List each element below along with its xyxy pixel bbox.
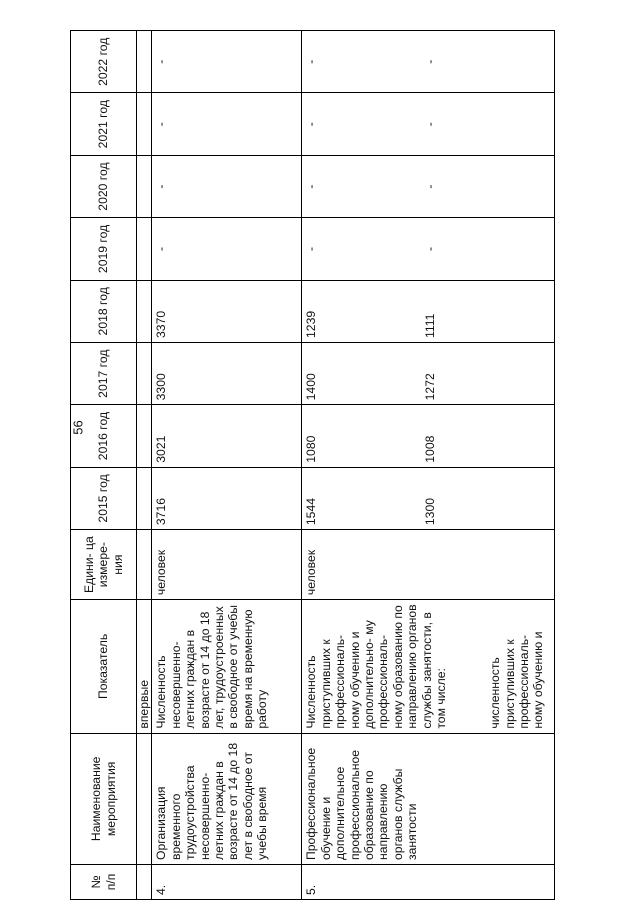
header-unit: Едини- ца измере- ния bbox=[71, 530, 137, 600]
row-5-name: Профессиональное обучение и дополнительное профессиональное образование по направлению органов службы занятости bbox=[302, 733, 555, 864]
page-number: 56 bbox=[70, 420, 86, 435]
row-5-2020: - bbox=[304, 184, 319, 189]
row-5-sub-2017: 1272 bbox=[422, 373, 437, 401]
row-5-2015-cell bbox=[302, 467, 555, 529]
header-2017: 2017 год bbox=[71, 342, 137, 404]
row-5-2019: - bbox=[304, 246, 319, 251]
row-5-2022-cell bbox=[302, 31, 555, 93]
row-5-2021-cell bbox=[302, 93, 555, 155]
row-4-2017: 3300 bbox=[152, 342, 302, 404]
row-5-2021: - bbox=[304, 122, 319, 127]
header-2019: 2019 год bbox=[71, 218, 137, 280]
header-indicator: Показатель bbox=[71, 600, 137, 734]
row-5-num: 5. bbox=[302, 864, 555, 899]
table-row-carryover bbox=[137, 31, 152, 900]
row-5-2016-cell bbox=[302, 405, 555, 467]
row-5-sub-2019: - bbox=[422, 246, 437, 251]
header-2016: 2016 год bbox=[71, 405, 137, 467]
carryover-text: впервые bbox=[137, 600, 152, 734]
row-4-2016: 3021 bbox=[152, 405, 302, 467]
row-4-indicator: Численность несовершенно- летних граждан в возрасте от 14 до 18 лет, трудоустроенных в свободное от учебы время на временную работу bbox=[152, 600, 302, 734]
header-2015: 2015 год bbox=[71, 467, 137, 529]
row-4-2020: - bbox=[152, 155, 302, 217]
row-5-sub-2016: 1008 bbox=[422, 435, 437, 463]
row-4-2015: 3716 bbox=[152, 467, 302, 529]
header-2020: 2020 год bbox=[71, 155, 137, 217]
table-header-row bbox=[71, 31, 137, 900]
header-name: Наименование мероприятия bbox=[71, 733, 137, 864]
row-4-2019: - bbox=[152, 218, 302, 280]
row-4-unit: человек bbox=[152, 530, 302, 600]
row-5-sub-2022: - bbox=[422, 59, 437, 64]
row-5-indicator: Численность приступивших к профессиональ- ному обучению и дополнительно- му профессиональ- ному образованию по направлению органов службы занятости, в том числе: bbox=[304, 604, 448, 729]
row-4-name: Организация временного трудоустройства несовершенно- летних граждан в возрасте от 14 до 18 лет в свободное от учебы время bbox=[152, 733, 302, 864]
row-5-2020-cell bbox=[302, 155, 555, 217]
rotated-page bbox=[70, 30, 555, 900]
row-5-sub-2018: 1111 bbox=[422, 313, 437, 338]
table-row-4 bbox=[152, 31, 302, 900]
program-indicators-table bbox=[70, 30, 555, 900]
row-5-sub-2020: - bbox=[422, 184, 437, 189]
row-5-2016: 1080 bbox=[304, 435, 319, 463]
row-5-2017-cell bbox=[302, 342, 555, 404]
header-2021: 2021 год bbox=[71, 93, 137, 155]
row-5-2022: - bbox=[304, 59, 319, 64]
row-5-sub-2021: - bbox=[422, 122, 437, 127]
row-4-2018: 3370 bbox=[152, 280, 302, 342]
row-5-2018: 1239 bbox=[304, 310, 319, 338]
row-5-2019-cell bbox=[302, 218, 555, 280]
header-2018: 2018 год bbox=[71, 280, 137, 342]
row-5-2015: 1544 bbox=[304, 497, 319, 526]
row-5-unit: человек bbox=[302, 530, 555, 600]
row-5-sub-indicator: численность приступивших к профессиональ- ному обучению и bbox=[488, 631, 546, 729]
row-4-2022: - bbox=[152, 31, 302, 93]
row-4-2021: - bbox=[152, 93, 302, 155]
row-5-indicator-cell bbox=[302, 600, 555, 734]
row-4-num: 4. bbox=[152, 864, 302, 899]
row-5-2017: 1400 bbox=[304, 373, 319, 401]
table-row-5 bbox=[302, 31, 555, 900]
row-5-sub-2015: 1300 bbox=[422, 497, 437, 526]
header-num: № п/п bbox=[71, 864, 137, 899]
header-2022: 2022 год bbox=[71, 31, 137, 93]
row-5-2018-cell bbox=[302, 280, 555, 342]
